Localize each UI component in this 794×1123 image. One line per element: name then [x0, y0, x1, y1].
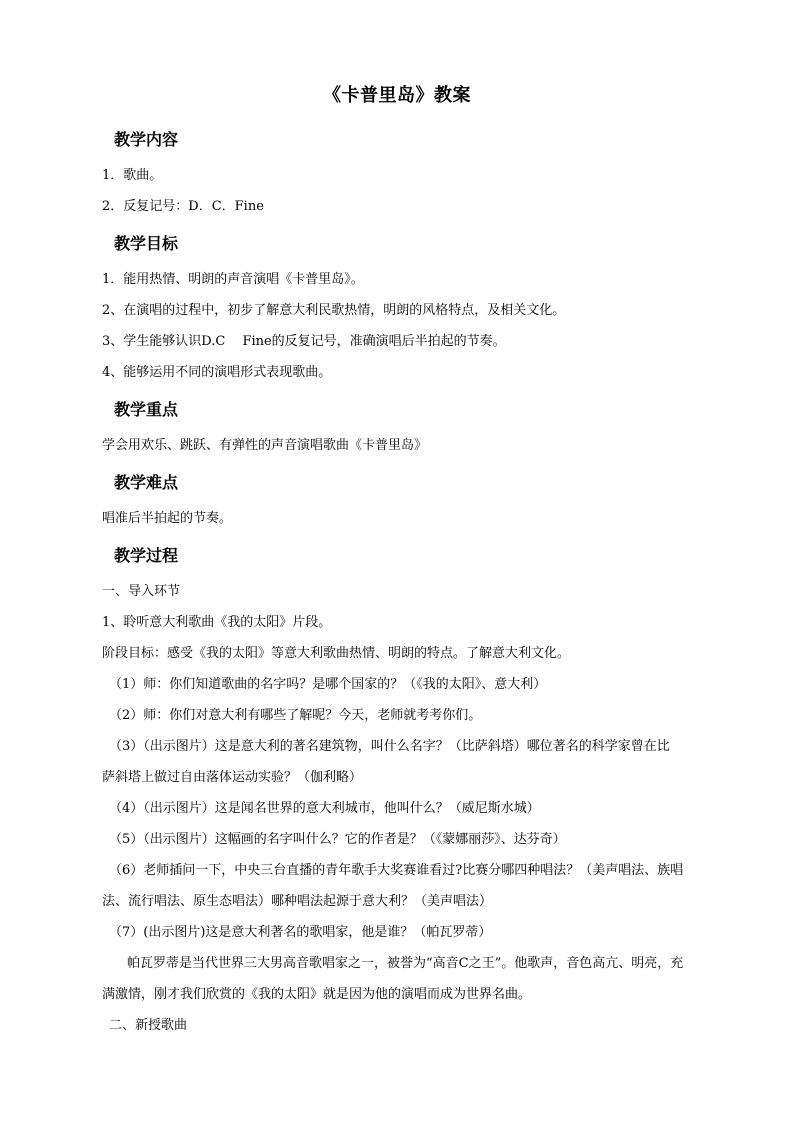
text-line: （6）老师插问一下，中央三台直播的青年歌手大奖赛谁看过?比赛分哪四种唱法？（美声唱法、族唱 — [109, 863, 684, 878]
text-line: 二、新授歌曲 — [109, 1018, 188, 1033]
section-heading-difficulties: 教学难点 — [114, 473, 179, 492]
text-line: 1．歌曲。 — [102, 168, 163, 183]
text-line: 2．反复记号：D．C．Fine — [102, 199, 264, 214]
text-line: 法、流行唱法、原生态唱法）哪种唱法起源于意大利？（美声唱法） — [102, 894, 493, 909]
page-title: 《卡普里岛》教案 — [323, 85, 471, 106]
text-line: 1、聆听意大利歌曲《我的太阳》片段。 — [102, 615, 332, 630]
text-line: 2、在演唱的过程中，初步了解意大利民歌热情，明朗的风格特点，及相关文化。 — [102, 303, 566, 318]
text-line: （5）（出示图片）这幅画的名字叫什么？它的作者是？（《蒙娜丽莎》、达芬奇） — [109, 832, 566, 847]
text-line: 4、能够运用不同的演唱形式表现歌曲。 — [102, 365, 332, 380]
text-line: （3）（出示图片）这是意大利的著名建筑物，叫什么名字？（比萨斜塔）哪位著名的科学家曾在比 — [109, 739, 670, 754]
text-line: （2）师：你们对意大利有哪些了解呢？今天，老师就考考你们。 — [109, 708, 482, 723]
text-line: 学会用欢乐、跳跃、有弹性的声音演唱歌曲《卡普里岛》 — [102, 438, 428, 453]
text-line: 一、导入环节 — [102, 584, 181, 599]
section-heading-process: 教学过程 — [114, 546, 179, 565]
text-line: （4）（出示图片）这是闻名世界的意大利城市，他叫什么？（威尼斯水城） — [109, 801, 540, 816]
text-line: 帕瓦罗蒂是当代世界三大男高音歌唱家之一，被誉为“高音C之王”。他歌声，音色高亢、明亮，充 — [127, 956, 684, 971]
section-heading-objectives: 教学目标 — [114, 234, 179, 253]
section-heading-content: 教学内容 — [114, 130, 179, 149]
text-line: 阶段目标：感受《我的太阳》等意大利歌曲热情、明朗的特点。了解意大利文化。 — [102, 646, 571, 661]
text-line: （7）(出示图片)这是意大利著名的歌唱家，他是谁？（帕瓦罗蒂） — [109, 925, 492, 940]
text-line: （1）师：你们知道歌曲的名字吗？是哪个国家的？（《我的太阳》、意大利） — [109, 677, 547, 692]
text-line: 1．能用热情、明朗的声音演唱《卡普里岛》。 — [102, 272, 364, 287]
text-line: 萨斜塔上做过自由落体运动实验？（伽利略） — [102, 770, 363, 785]
text-line: 3、学生能够认识D.C Fine的反复记号，准确演唱后半拍起的节奏。 — [102, 334, 506, 349]
text-line: 满激情，刚才我们欣赏的《我的太阳》就是因为他的演唱而成为世界名曲。 — [102, 987, 532, 1002]
text-line: 唱准后半拍起的节奏。 — [102, 511, 233, 526]
section-heading-key-points: 教学重点 — [114, 400, 179, 419]
